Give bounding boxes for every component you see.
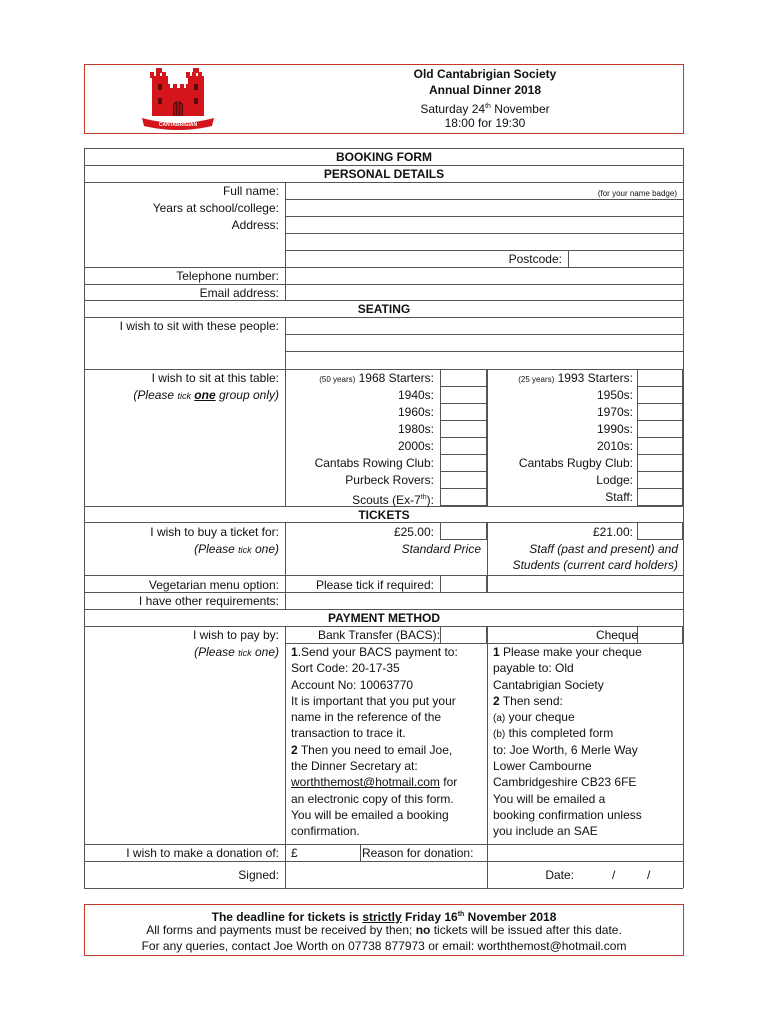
seating-heading: SEATING xyxy=(357,302,411,316)
buy-ticket-hint: (Please tick one) xyxy=(194,542,279,556)
staff-price-label-1: Staff (past and present) and xyxy=(529,542,678,556)
tick-1940s[interactable] xyxy=(440,386,487,404)
standard-price-value: £25.00: xyxy=(393,525,434,539)
option-cantabs-rowing: Cantabs Rowing Club: xyxy=(314,456,434,470)
option-2010s: 2010s: xyxy=(596,439,633,453)
donation-reason-field[interactable] xyxy=(488,845,683,861)
footer-deadline: The deadline for tickets is strictly Friday 16th November 2018 xyxy=(211,910,557,924)
option-1970s: 1970s: xyxy=(596,405,633,419)
footer-receipt-note: All forms and payments must be received by then; no tickets will be issued after this date. xyxy=(146,923,622,937)
option-1980s: 1980s: xyxy=(397,422,434,436)
crest-logo xyxy=(140,66,216,132)
address-label: Address: xyxy=(231,218,279,232)
sit-with-field[interactable] xyxy=(286,318,683,369)
payment-heading: PAYMENT METHOD xyxy=(327,611,440,625)
tick-bacs[interactable] xyxy=(440,626,487,644)
donation-currency: £ xyxy=(291,846,298,860)
bacs-option-label: Bank Transfer (BACS): xyxy=(317,628,440,642)
tick-scouts[interactable] xyxy=(440,488,487,506)
tick-staff[interactable] xyxy=(637,488,683,506)
tick-lodge[interactable] xyxy=(637,471,683,489)
personal-details-heading: PERSONAL DETAILS xyxy=(323,167,445,181)
postcode-label: Postcode: xyxy=(508,252,562,266)
telephone-label: Telephone number: xyxy=(176,269,279,283)
date-slash-2: / xyxy=(647,868,651,882)
option-cantabs-rugby: Cantabs Rugby Club: xyxy=(518,456,633,470)
years-field[interactable] xyxy=(286,200,683,216)
donation-reason-label: Reason for donation: xyxy=(362,846,474,860)
society-name: Old Cantabrigian Society xyxy=(413,67,557,81)
sit-with-label: I wish to sit with these people: xyxy=(119,319,279,333)
crest-caption: CANTABRIGIAN xyxy=(158,122,198,128)
donation-label: I wish to make a donation of: xyxy=(126,846,279,860)
date-slash-1: / xyxy=(612,868,616,882)
staff-price-value: £21.00: xyxy=(592,525,633,539)
cheque-option-label: Cheque xyxy=(595,628,638,642)
footer-contact: For any queries, contact Joe Worth on 07738 877973 or email: worththemost@hotmail.com xyxy=(141,939,627,953)
standard-price-label: Standard Price xyxy=(401,542,481,556)
telephone-field[interactable] xyxy=(286,268,683,284)
other-requirements-field[interactable] xyxy=(286,593,683,609)
event-date: Saturday 24th November xyxy=(420,102,550,116)
date-label: Date: xyxy=(545,868,574,882)
tick-2010s[interactable] xyxy=(637,437,683,455)
tick-purbeck-rovers[interactable] xyxy=(440,471,487,489)
tick-1950s[interactable] xyxy=(637,386,683,404)
pay-by-label: I wish to pay by: xyxy=(192,628,279,642)
option-1993-starters: (25 years) 1993 Starters: xyxy=(518,371,633,385)
castle-crest-icon xyxy=(140,66,216,132)
secretary-email-link[interactable]: worththemost@hotmail.com xyxy=(291,775,440,790)
vegetarian-label: Vegetarian menu option: xyxy=(148,578,279,592)
bacs-instructions: 1.Send your BACS payment to: Sort Code: 20-17-35 Account No: 10063770 It is important that you put your name in the reference of the transaction to trace it. 2 Then you need to email Joe, the Dinner Secretary at: worththemost@hotmail.com for an electronic copy of this form. You will be emailed a booking confirmation. xyxy=(291,645,458,839)
tick-1990s[interactable] xyxy=(637,420,683,438)
name-badge-note: (for your name badge) xyxy=(597,189,677,198)
option-1940s: 1940s: xyxy=(397,388,434,402)
pay-by-hint: (Please tick one) xyxy=(194,645,279,659)
tick-1968-starters[interactable] xyxy=(440,369,487,387)
cheque-instructions: 1 Please make your cheque payable to: Old Cantabrigian Society 2 Then send: (a) your cheque (b) this completed form to: Joe Worth, 6 Merle Way Lower Cambourne Cambridgeshire CB23 6FE You will be emailed a booking confirmation unless you include an SAE xyxy=(493,645,642,839)
option-purbeck-rovers: Purbeck Rovers: xyxy=(345,473,434,487)
tick-2000s[interactable] xyxy=(440,437,487,455)
tick-cantabs-rugby[interactable] xyxy=(637,454,683,472)
table-label: I wish to sit at this table: xyxy=(151,371,279,385)
tick-1993-starters[interactable] xyxy=(637,369,683,387)
option-staff: Staff: xyxy=(605,490,633,504)
option-1990s: 1990s: xyxy=(596,422,633,436)
option-2000s: 2000s: xyxy=(397,439,434,453)
option-1968-starters: (50 years) 1968 Starters: xyxy=(319,371,434,385)
option-lodge: Lodge: xyxy=(596,473,633,487)
tick-1970s[interactable] xyxy=(637,403,683,421)
tick-1980s[interactable] xyxy=(440,420,487,438)
option-1960s: 1960s: xyxy=(397,405,434,419)
signature-field[interactable] xyxy=(286,862,487,888)
buy-ticket-label: I wish to buy a ticket for: xyxy=(150,525,279,539)
tick-1960s[interactable] xyxy=(440,403,487,421)
booking-form-title: BOOKING FORM xyxy=(336,150,432,164)
vegetarian-hint: Please tick if required: xyxy=(315,578,434,592)
tick-vegetarian[interactable] xyxy=(440,575,487,593)
option-scouts: Scouts (Ex-7th): xyxy=(352,493,434,507)
postcode-field[interactable] xyxy=(569,251,683,267)
email-field[interactable] xyxy=(286,285,683,300)
donation-amount-field[interactable] xyxy=(300,845,359,861)
tick-cantabs-rowing[interactable] xyxy=(440,454,487,472)
option-1950s: 1950s: xyxy=(596,388,633,402)
staff-price-label-2: Students (current card holders) xyxy=(512,558,678,572)
tick-staff-price[interactable] xyxy=(637,522,683,540)
event-time: 18:00 for 19:30 xyxy=(444,116,526,130)
tick-cheque[interactable] xyxy=(637,626,683,644)
event-title: Annual Dinner 2018 xyxy=(428,83,542,97)
tick-standard-price[interactable] xyxy=(440,522,487,540)
full-name-label: Full name: xyxy=(222,184,279,198)
signed-label: Signed: xyxy=(238,868,279,882)
email-label: Email address: xyxy=(199,286,279,300)
table-hint: (Please tick one group only) xyxy=(133,388,279,402)
other-requirements-label: I have other requirements: xyxy=(138,594,279,608)
years-label: Years at school/college: xyxy=(152,201,279,215)
tickets-heading: TICKETS xyxy=(358,508,410,522)
